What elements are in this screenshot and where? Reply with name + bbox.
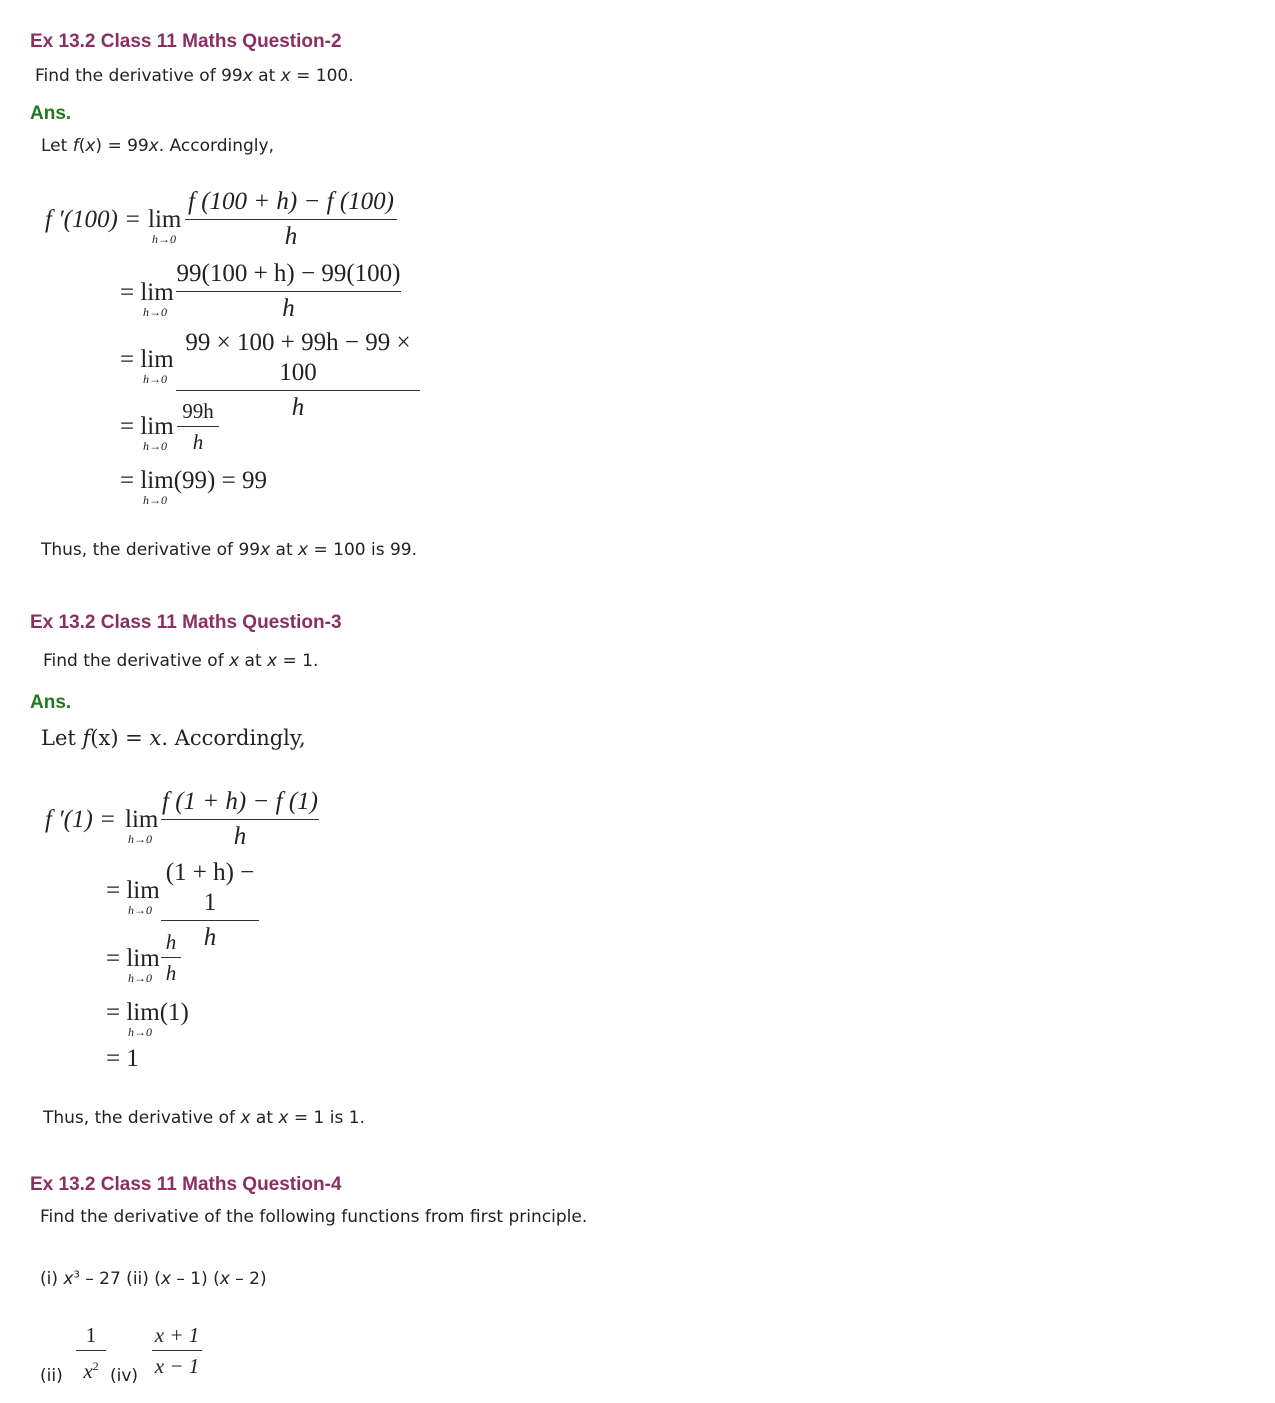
question-3-text: Find the derivative of x at x = 1.: [43, 651, 319, 671]
q3-limsub-3: h→0: [128, 971, 152, 985]
question-4-part-iii-label: (ii): [40, 1366, 63, 1386]
q2-frac-2: 99(100 + h) − 99(100) h: [176, 260, 401, 322]
q2-limsub-5: h→0: [143, 493, 167, 507]
q2-lhs: f ′(100) =: [45, 206, 141, 233]
q2-frac-4: 99h h: [177, 398, 219, 455]
q3-eq-2: = lim: [106, 877, 160, 904]
q2-eq-4: = lim: [120, 413, 174, 440]
answer-3-label: Ans.: [30, 692, 72, 713]
q2-limsub-3: h→0: [143, 372, 167, 386]
q3-eq-4: = lim(1): [106, 999, 189, 1026]
q3-limsub-4: h→0: [128, 1025, 152, 1039]
question-2-heading: Ex 13.2 Class 11 Maths Question-2: [30, 31, 342, 52]
q3-limsub-2: h→0: [128, 903, 152, 917]
question-3-heading: Ex 13.2 Class 11 Maths Question-3: [30, 612, 342, 633]
question-4-parts-i-ii: (i) $x^3 - 27$ (ii) (x – 1) (x – 2): [40, 1269, 267, 1289]
q3-lim-1: lim: [125, 806, 159, 833]
q2-eq-5: = lim(99) = 99: [120, 467, 267, 494]
question-2-text: Find the derivative of 99x at x = 100.: [35, 66, 354, 86]
q3-frac-1: f (1 + h) − f (1) h: [162, 788, 318, 850]
question-4-part-iv-fraction: x + 1 x − 1: [152, 1322, 202, 1379]
q2-limsub-4: h→0: [143, 439, 167, 453]
answer-3-conclusion: Thus, the derivative of x at x = 1 is 1.: [43, 1108, 365, 1128]
q3-limsub-1: h→0: [128, 832, 152, 846]
q3-result: = 1: [106, 1045, 139, 1072]
q2-frac-3: 99 × 100 + 99h − 99 × 100 h: [176, 328, 420, 423]
answer-2-label: Ans.: [30, 103, 72, 124]
answer-3-let: Let f(x) = x. Accordingly,: [41, 726, 306, 750]
question-4-part-iii-fraction: 1 $x^2$: [76, 1322, 106, 1384]
q3-frac-2: (1 + h) − 1 h: [161, 858, 259, 953]
q2-lim-1: lim: [148, 206, 182, 233]
q3-lhs: f ′(1) =: [45, 806, 116, 833]
q3-frac-3: h h: [161, 929, 181, 986]
answer-2-let: Let f(x) = 99x. Accordingly,: [41, 136, 274, 156]
question-4-part-iv-label: (iv): [110, 1366, 139, 1386]
q2-frac-1: f (100 + h) − f (100) h: [185, 187, 397, 252]
q3-eq-3: = lim: [106, 945, 160, 972]
q2-limsub-2: h→0: [143, 305, 167, 319]
answer-2-conclusion: Thus, the derivative of 99x at x = 100 is 99.: [41, 540, 418, 560]
question-4-text: Find the derivative of the following functions from first principle.: [40, 1207, 588, 1227]
q2-eq-3: = lim: [120, 346, 174, 373]
q2-eq-2: = lim: [120, 279, 174, 306]
q2-limsub-1: h→0: [152, 232, 176, 246]
question-4-heading: Ex 13.2 Class 11 Maths Question-4: [30, 1174, 342, 1195]
